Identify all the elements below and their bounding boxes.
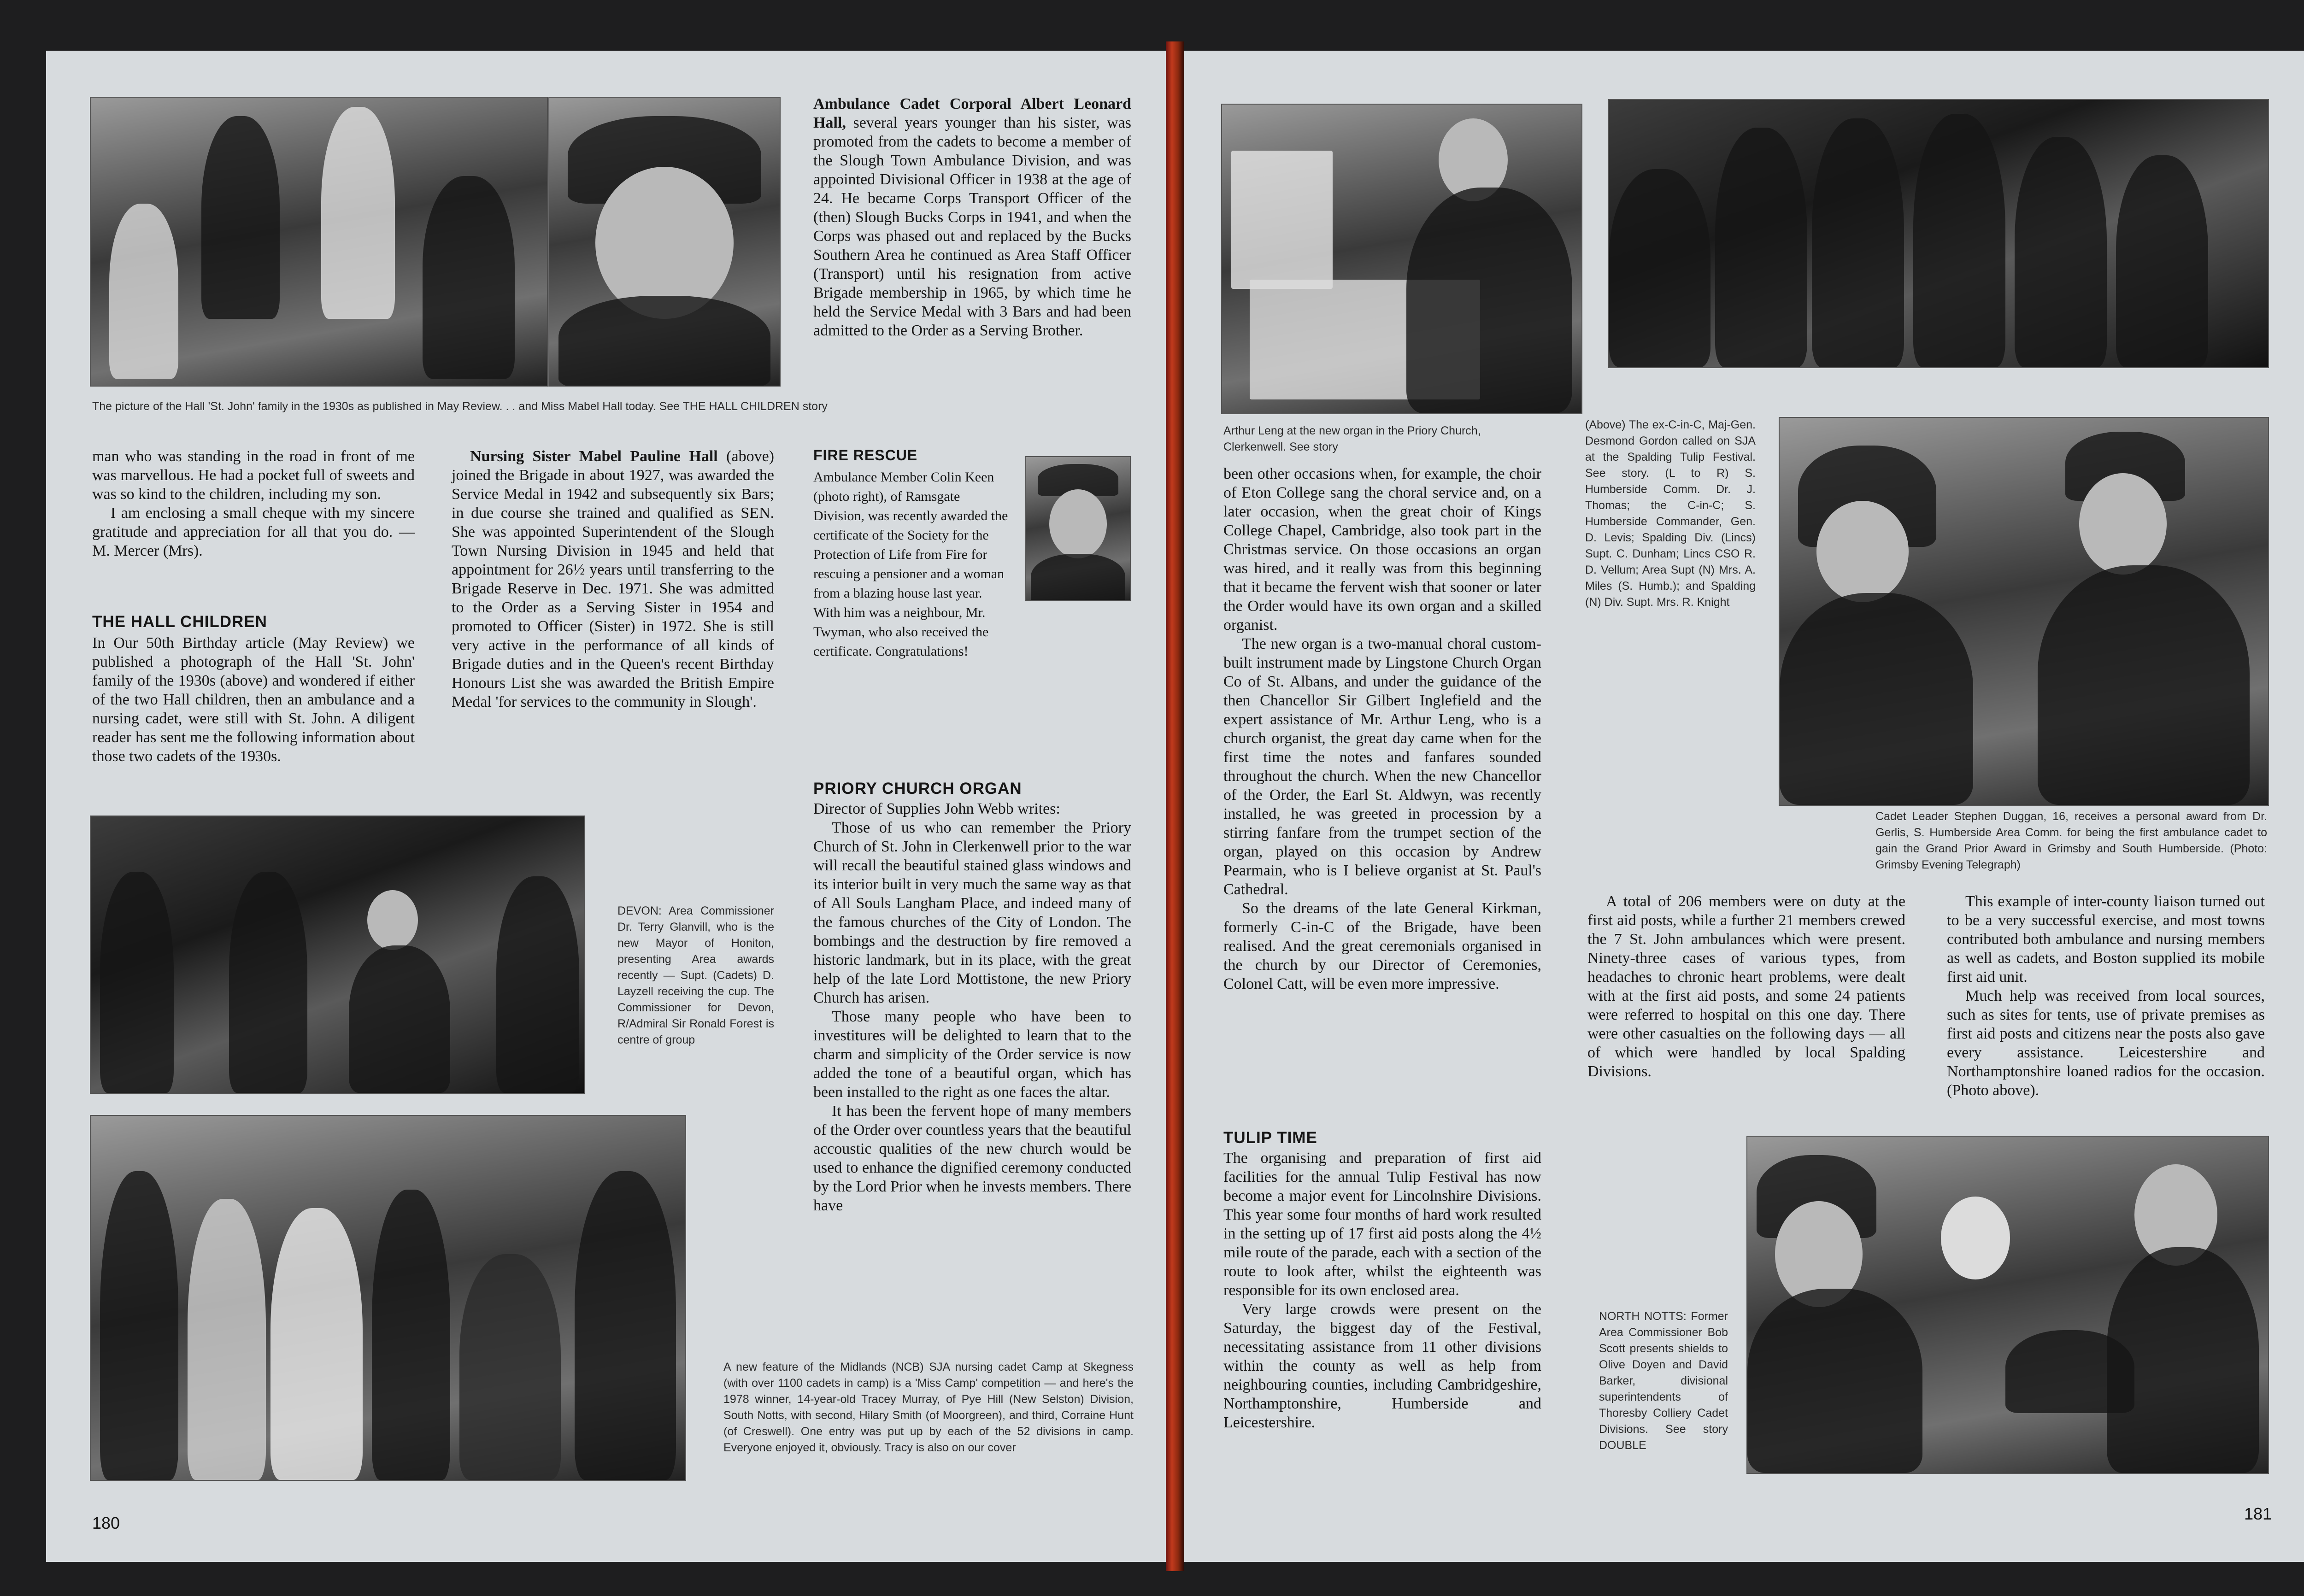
letter-continuation: man who was standing in the road in front of me was marvellous. He had a pocket full of sweets and was so kind to the children, including my son. I am enclosing a small cheque with my sincere gratitude and appreciation for all that you do. — M. Mercer (Mrs).	[92, 448, 415, 559]
tulip-text-col3: This example of inter-county liaison turned out to be a very successful exercise, and most towns contributed both ambulance and nursing members as well as cadets, and Boston supplied its mobile first aid unit. Much help was received from local sources, such as sites for tents, use of private premises as first aid posts and citizens near the posts also gave every assistance. Leicestershire and Northamptonshire loaned radios for the occasion. (Photo above).	[1947, 893, 2265, 1099]
organ-text-cont: been other occasions when, for example, the choir of Eton College sang the choral service and, on a later occasion, when the great choir of Kings College Chapel, Cambridge, also took part in the Christmas service. On those occasions an organ was hired, and it really was from this beginning that it became the fervent wish that sooner or later the Order would have its own organ and a skilled organist. The new organ is a two-manual choral custom-built instrument made by Lingstone Church Organ Co of St. Albans, and under the guidance of the then Chancellor Sir Gilbert Inglefield and the expert assistance of Mr. Arthur Leng, who is a church organist, the great day came when for the first time the notes and fanfares sounded throughout the church. When the new Chancellor of the Order, the Earl St. Aldwyn, was recently installed, he was greeted in procession by a stirring fanfare from the trumpet section of the organ, played on this occasion by Andrew Pearmain, who is I believe organist at St. Paul's Cathedral. So the dreams of the late General Kirkman, formerly C-in-C of the Brigade, have been realised. And the great ceremonials organised in the church by our Director of Ceremonies, Colonel Catt, will be even more impressive.	[1223, 465, 1541, 992]
north-notts-caption: NORTH NOTTS: Former Area Commissioner Bob Scott presents shields to Olive Doyen and David Barker, divisional superintendents of Thoresby Colliery Cadet Divisions. See story DOUBLE	[1599, 1310, 1728, 1452]
fire-rescue-text: Ambulance Member Colin Keen (photo right), of Ramsgate Division, was recently awarded the certificate of the Society for the Protection of Life from Fire for rescuing a pensioner and a woman from a blazing house last year. With him was a neighbour, Mr. Twyman, who also received the certificate. Congratulations!	[813, 469, 1008, 659]
hall-family-caption: The picture of the Hall 'St. John' family in the 1930s as published in May Review. . . and Miss Mabel Hall today. See THE HALL CHILDREN story	[92, 400, 828, 413]
fire-rescue-heading: FIRE RESCUE	[813, 447, 918, 464]
right-page	[1184, 51, 2304, 1562]
organ-caption: Arthur Leng at the new organ in the Priory Church, Clerkenwell. See story	[1223, 424, 1481, 453]
miss-camp-caption: A new feature of the Midlands (NCB) SJA nursing cadet Camp at Skegness (with over 1100 cadets in camp) is a 'Miss Camp' competition — and here's the 1978 winner, 14-year-old Tracey Murray, of Pye Hill (New Selston) Division, South Notts, with second, Hilary Smith (of Moorgreen), and third, Corraine Hunt (of Creswell). One entry was put up by each of the 52 divisions in camp. Everyone enjoyed it, obviously. Tracy is also on our cover	[723, 1361, 1134, 1454]
miss-camp-photo	[90, 1115, 686, 1481]
north-notts-photo	[1746, 1136, 2269, 1474]
mabel-hall-portrait	[548, 97, 781, 387]
nursing-sister-text: Nursing Sister Mabel Pauline Hall (above) joined the Brigade in about 1927, was awarded the Service Medal in 1942 and subsequently six Bars; in due course she trained and qualified as SEN. She was appointed Superintendent of the Slough Town Nursing Division in 1945 and held that appointment for 26½ years until transferring to the Brigade Reserve in Dec. 1971. She was admitted to the Order as a Serving Sister in 1954 and promoted to Officer (Sister) in 1972. She is still very active in the performance of all kinds of Brigade duties and in the Queen's recent Birthday Honours List she was awarded the British Empire Medal 'for services to the community in Slough'.	[452, 448, 774, 710]
left-page	[46, 51, 1166, 1562]
devon-caption: DEVON: Area Commissioner Dr. Terry Glanvill, who is the new Mayor of Honiton, presenting Area awards recently — Supt. (Cadets) D. Layzell receiving the cup. The Commissioner for Devon, R/Admiral Sir Ronald Forest is centre of group	[617, 904, 774, 1046]
organ-photo	[1221, 104, 1582, 414]
tulip-text: The organising and preparation of first aid facilities for the annual Tulip Festival has now become a major event for Lincolnshire Divisions. This year some four months of hard work resulted in the setting up of 17 first aid posts along the 4½ mile route of the parade, each with a section of the route to look after, whilst the eighteenth was responsible for its own enclosed area. Very large crowds were present on the Saturday, the biggest day of the Festival, necessitating assistance from 11 other divisions within the county as well as help from neighbouring counties, including Cambridgeshire, Northamptonshire, Humberside and Leicestershire.	[1223, 1150, 1541, 1431]
devon-awards-photo	[90, 816, 585, 1094]
priory-text: Director of Supplies John Webb writes: Those of us who can remember the Priory Church of St. John in Clerkenwell prior to the war will recall the beautiful stained glass windows and its interior built in very much the same way as that of All Souls Langham Place, and indeed many of the famous churches of the City of London. The bombings and the destruction by fire removed a historic landmark, but in its place, with the great help of the late Lord Mottistone, the new Priory Church has arisen. Those many people who have been to investitures will be delighted to learn that to the charm and simplicity of the Order service is now added the tone of a beautiful organ, which has been installed to the right as one faces the altar. It has been the fervent hope of many members of the Order over countless years that the beautiful accoustic qualities of the new church would be used to enhance the dignified ceremony conducted by the Lord Prior when he invests members. There have	[813, 800, 1131, 1214]
hall-children-heading: THE HALL CHILDREN	[92, 613, 267, 631]
cadet-award-caption: Cadet Leader Stephen Duggan, 16, receives a personal award from Dr. Gerlis, S. Humberside Area Comm. for being the first ambulance cadet to gain the Grand Prior Award in Grimsby and South Humberside. (Photo: Grimsby Evening Telegraph)	[1875, 810, 2267, 871]
tulip-text-col2: A total of 206 members were on duty at the first aid posts, while a further 21 members crewed the 7 St. John ambulances which were present. Ninety-three cases of various types, from headaches to chronic heart problems, were dealt with at the first aid posts, and some 24 patients were referred to hospital on this one day. There were other casualties on the following days — all of which were handled by local Spalding Divisions.	[1587, 893, 1905, 1080]
priory-heading: PRIORY CHURCH ORGAN	[813, 780, 1022, 798]
spalding-caption: (Above) The ex-C-in-C, Maj-Gen. Desmond Gordon called on SJA at the Spalding Tulip Festival. See story. (L to R) S. Humberside Comm. Dr. J. Thomas; the C-in-C; S. Humberside Commander, Gen. D. Levis; Spalding Div. (Lincs) Supt. C. Dunham; Lincs CSO R. D. Vellum; Area Supt (N) Mrs. A. Miles (S. Humb.); and Spalding (N) Div. Supt. Mrs. R. Knight	[1585, 418, 1756, 609]
binding-gutter	[1166, 41, 1184, 1571]
page-number-180: 180	[92, 1514, 120, 1532]
tulip-heading: TULIP TIME	[1223, 1129, 1317, 1147]
colin-keen-photo	[1025, 456, 1131, 601]
cadet-award-photo	[1779, 417, 2269, 806]
magazine-spread	[46, 51, 2304, 1562]
spalding-group-photo	[1608, 99, 2269, 368]
page-number-181: 181	[2244, 1504, 2272, 1523]
hall-children-text: In Our 50th Birthday article (May Review) we published a photograph of the Hall 'St. John' family of the 1930s (above) and wondered if either of the two Hall children, then an ambulance and a nursing cadet, were still with St. John. A diligent reader has sent me the following information about those two cadets of the 1930s.	[92, 634, 415, 765]
ambulance-cadet-text: Ambulance Cadet Corporal Albert Leonard Hall, several years younger than his sister, was promoted from the cadets to become a member of the Slough Town Ambulance Division, and was appointed Divisional Officer in 1938 at the age of 24. He became Corps Transport Officer of the (then) Slough Bucks Corps in 1941, and when the Corps was phased out and replaced by the Bucks Southern Area he continued as Area Staff Officer (Transport) until his resignation from active Brigade membership in 1965, by which time he held the Service Medal with 3 Bars and had been admitted to the Order as a Serving Brother.	[813, 95, 1131, 339]
hall-family-photo	[90, 97, 548, 387]
